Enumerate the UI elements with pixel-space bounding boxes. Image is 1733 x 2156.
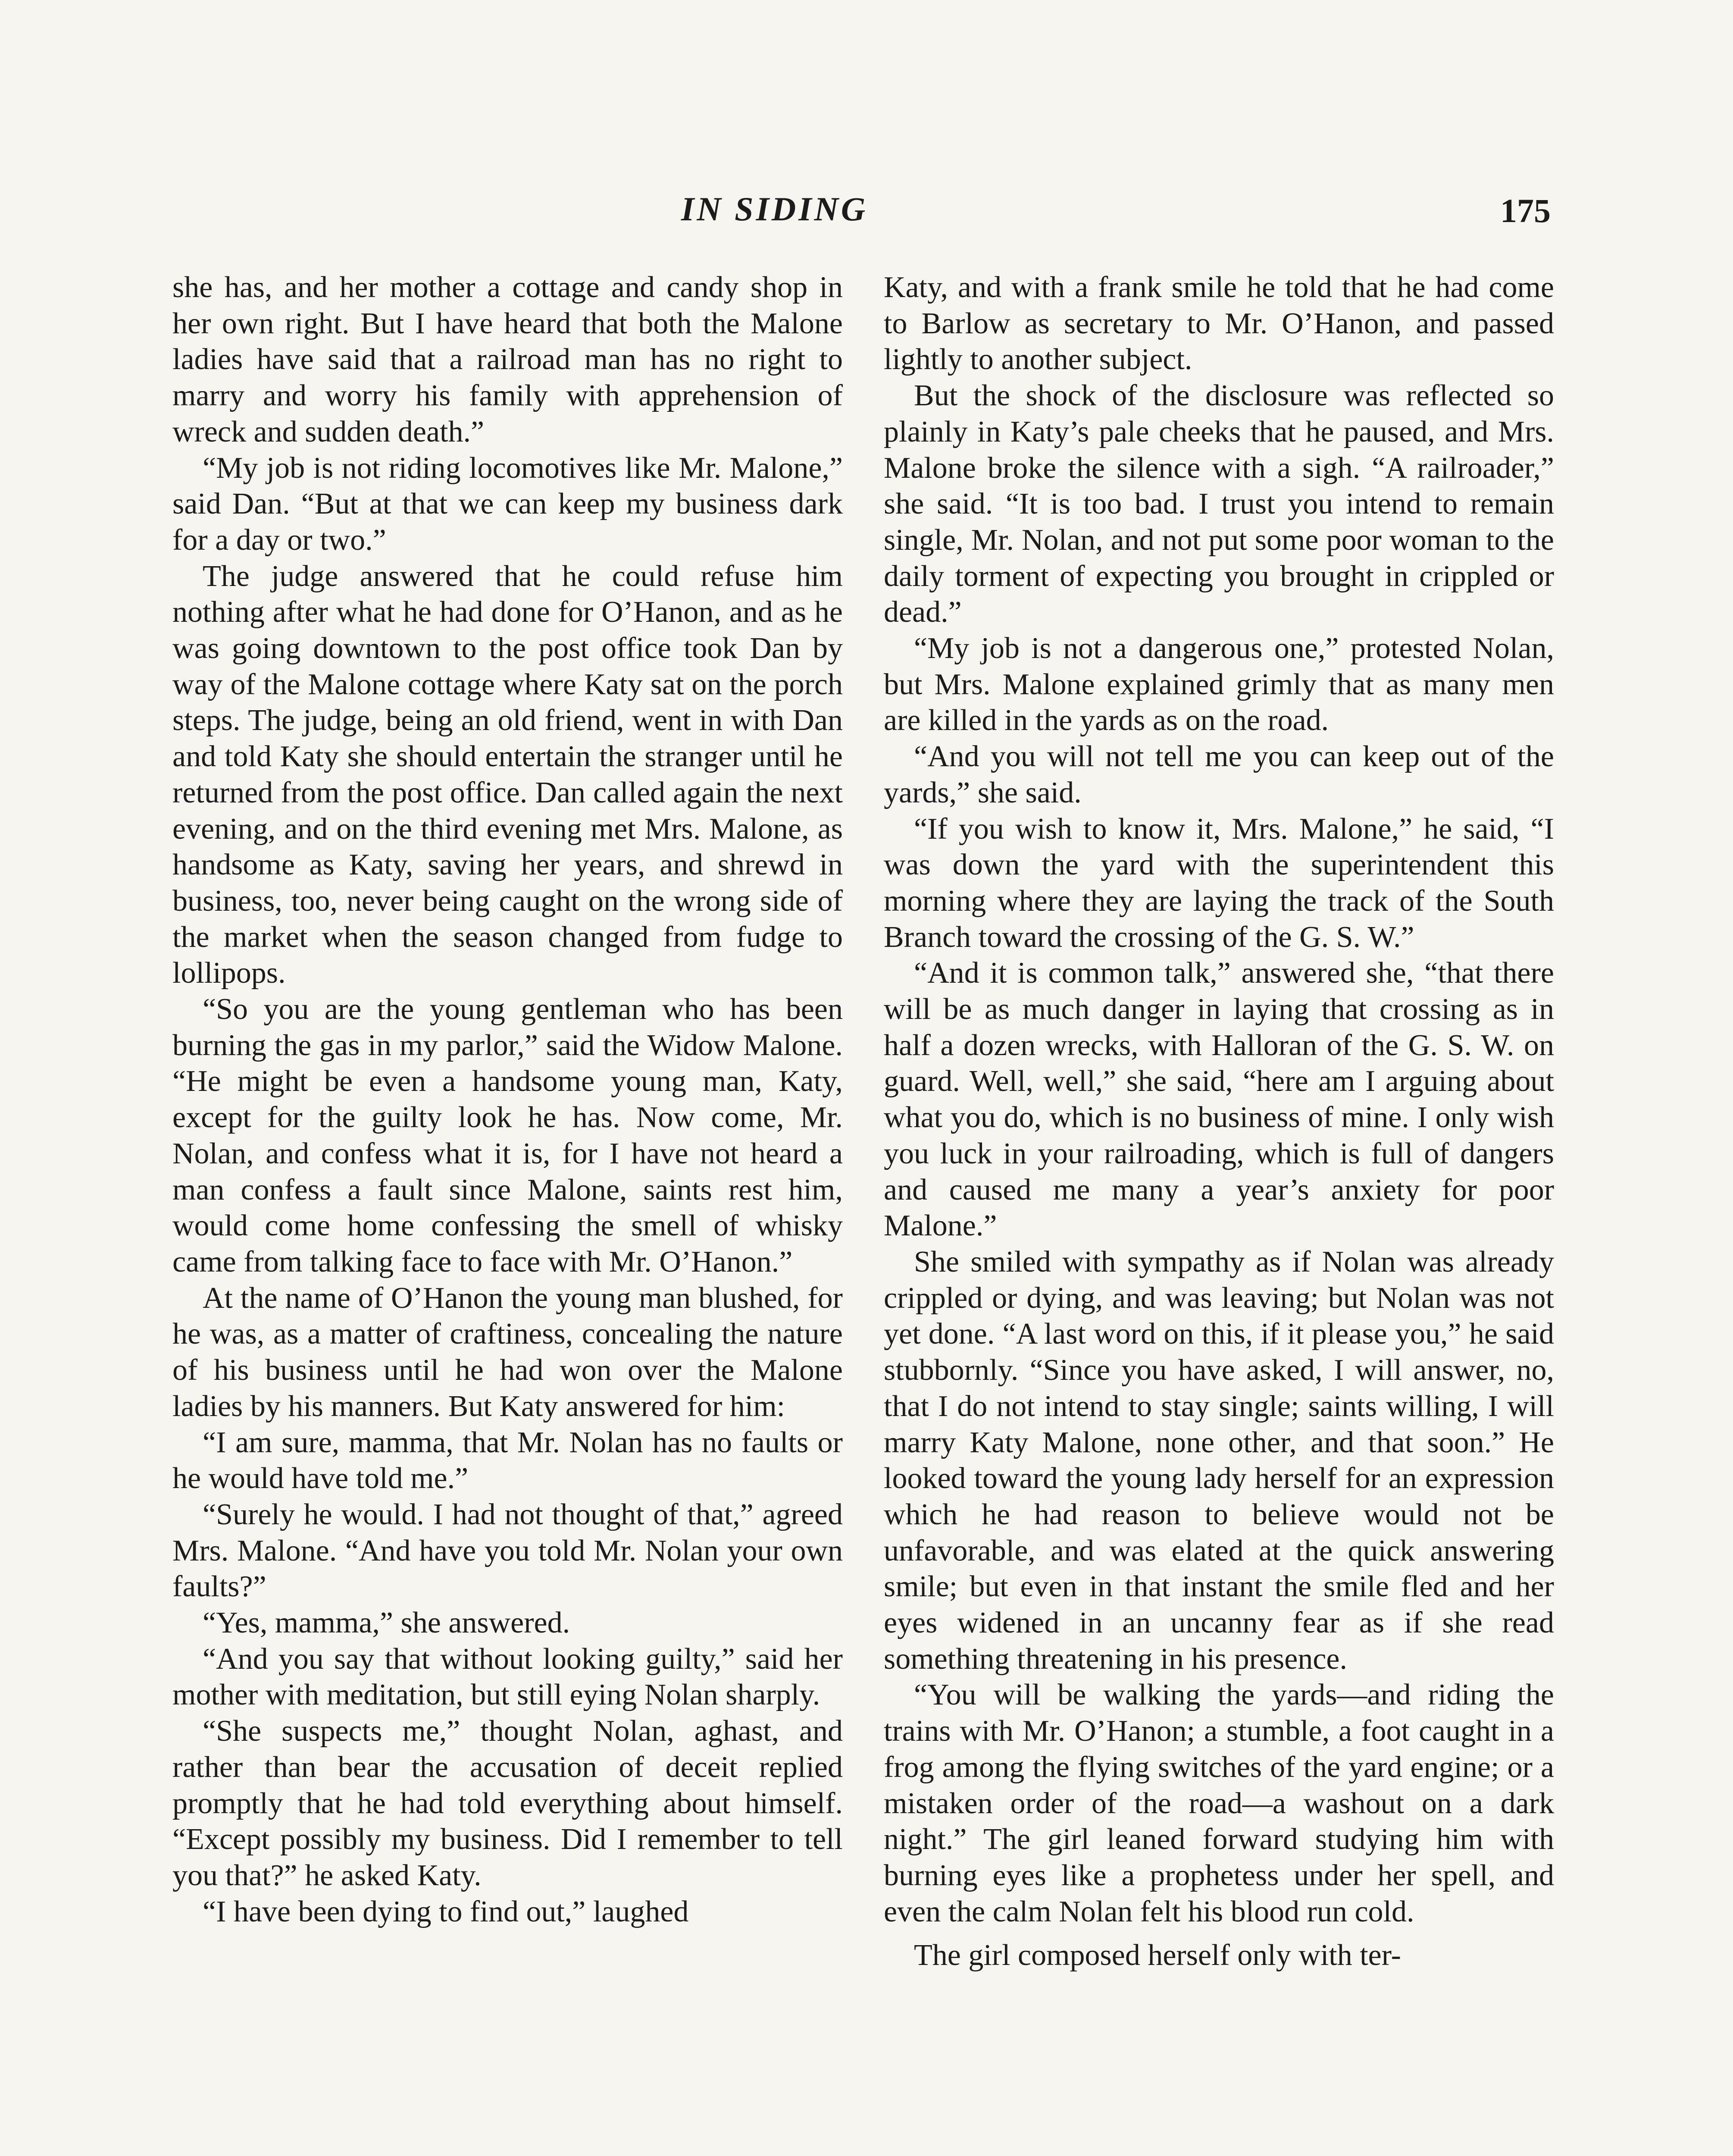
paragraph: The judge answered that he could refuse him nothing after what he had done for O’Hanon, and as he was going downtown to the post office took Dan by way of the Malone cottage where Katy sat on the porch steps. The judge, being an old friend, went in with Dan and told Katy she should entertain the stranger until he returned from the post office. Dan called again the next evening, and on the third evening met Mrs. Malone, as handsome as Katy, saving her years, and shrewd in business, too, never being caught on the wrong side of the market when the season changed from fudge to lollipops. (172, 559, 843, 990)
paragraph: she has, and her mother a cottage and candy shop in her own right. But I have heard that both the Malone ladies have said that a railroad man has no right to marry and worry his family with apprehension of wreck and sudden death.” (172, 271, 843, 448)
paragraph: “My job is not riding locomotives like Mr. Malone,” said Dan. “But at that we can keep my business dark for a day or two.” (172, 451, 843, 557)
paragraph: “And you say that without looking guilty,” said her mother with meditation, but still eying Nolan sharply. (172, 1642, 843, 1712)
paragraph: “I have been dying to find out,” laughed (203, 1895, 689, 1928)
paragraph: “Yes, mamma,” she answered. (203, 1606, 570, 1640)
running-title: IN SIDING (681, 190, 868, 228)
paragraph: She smiled with sympathy as if Nolan was already crippled or dying, and was leaving; but Nolan was not yet done. “A last word on this, if it please you,” he said stubbornly. “Since you have asked, I will answer, no, that I do not intend to stay single; saints willing, I will marry Katy Malone, none other, and that soon.” He looked toward the young lady herself for an expression which he had reason to believe would not be unfavorable, and was elated at the quick answering smile; but even in that instant the smile fled and her eyes widened in an uncanny fear as if she read something threatening in his presence. (884, 1245, 1554, 1676)
running-head (0, 190, 1733, 233)
paragraph: “So you are the young gentleman who has been burning the gas in my parlor,” said the Widow Malone. “He might be even a handsome young man, Katy, except for the guilty look he has. Now come, Mr. Nolan, and confess what it is, for I have not heard a man confess a fault since Malone, saints rest him, would come home confessing the smell of whisky came from talking face to face with Mr. O’Hanon.” (172, 993, 843, 1279)
paragraph: “My job is not a dangerous one,” protested Nolan, but Mrs. Malone explained grimly that as many men are killed in the yards as on the road. (884, 632, 1554, 737)
right-column (884, 270, 1554, 1974)
left-column (172, 270, 843, 1930)
paragraph: But the shock of the disclosure was reflected so plainly in Katy’s pale cheeks that he paused, and Mrs. Malone broke the silence with a sigh. “A railroader,” she said. “It is too bad. I trust you intend to remain single, Mr. Nolan, and not put some poor woman to the daily torment of expecting you brought in crippled or dead.” (884, 379, 1554, 629)
paragraph: “You will be walking the yards—and riding the trains with Mr. O’Hanon; a stumble, a foot caught in a frog among the flying switches of the yard engine; or a mistaken order of the road—a washout on a dark night.” The girl leaned forward studying him with burning eyes like a prophetess under her spell, and even the calm Nolan felt his blood run cold. (884, 1678, 1554, 1928)
paragraph: “And it is common talk,” answered she, “that there will be as much danger in laying that crossing as in half a dozen wrecks, with Halloran of the G. S. W. on guard. Well, well,” she said, “here am I arguing about what you do, which is no business of mine. I only wish you luck in your railroading, which is full of dangers and caused me many a year’s anxiety for poor Malone.” (884, 956, 1554, 1243)
paragraph: “If you wish to know it, Mrs. Malone,” he said, “I was down the yard with the superintendent this morning where they are laying the track of the South Branch toward the crossing of the G. S. W.” (884, 812, 1554, 954)
paragraph: “I am sure, mamma, that Mr. Nolan has no faults or he would have told me.” (172, 1426, 843, 1495)
page-number: 175 (1500, 192, 1551, 229)
paragraph: Katy, and with a frank smile he told that he had come to Barlow as secretary to Mr. O’Hanon, and passed lightly to another subject. (884, 271, 1554, 376)
paragraph: “And you will not tell me you can keep out of the yards,” she said. (884, 740, 1554, 809)
paragraph: At the name of O’Hanon the young man blushed, for he was, as a matter of craftiness, concealing the nature of his business until he had won over the Malone ladies by his manners. But Katy answered for him: (172, 1281, 843, 1423)
paragraph: “She suspects me,” thought Nolan, aghast, and rather than bear the accusation of deceit replied promptly that he had told everything about himself. “Except possibly my business. Did I remember to tell you that?” he asked Katy. (172, 1714, 843, 1892)
paragraph: “Surely he would. I had not thought of that,” agreed Mrs. Malone. “And have you told Mr. Nolan your own faults?” (172, 1498, 843, 1604)
paragraph: The girl composed herself only with ter- (914, 1939, 1401, 1972)
